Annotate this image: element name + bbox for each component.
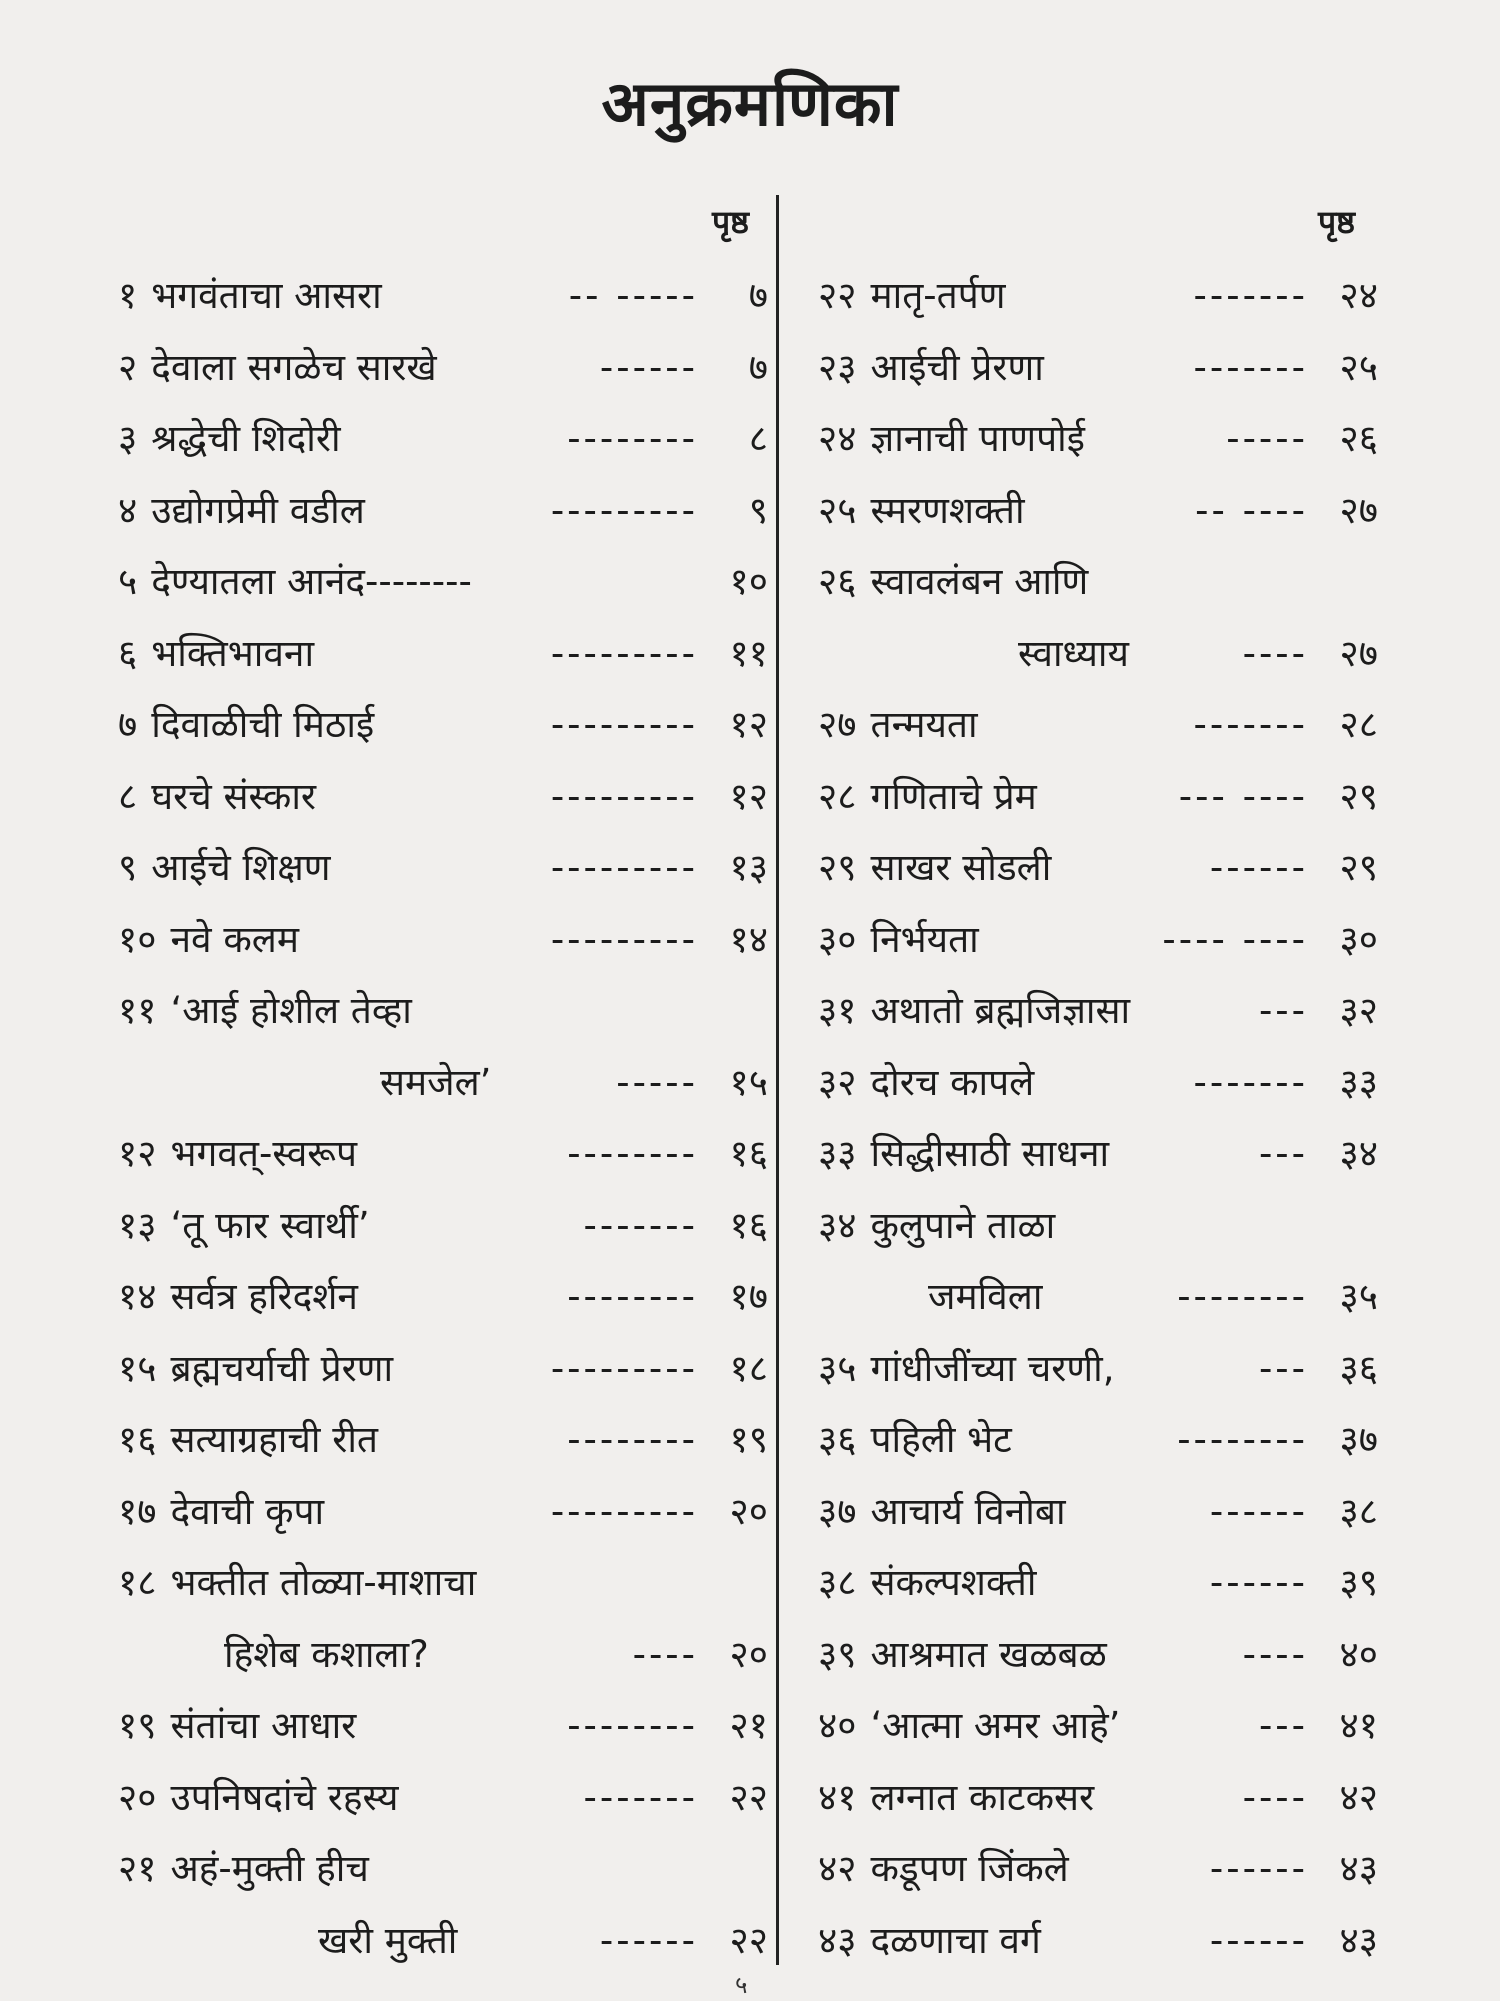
toc-entry-leader: --------: [567, 1704, 698, 1747]
toc-entry-leader: ---------: [550, 631, 698, 675]
toc-entry-number: २८: [818, 774, 857, 818]
toc-entry-title: निर्भयता: [870, 917, 979, 961]
toc-entry-page: १८: [729, 1346, 768, 1390]
toc-entry-number: ३६: [818, 1418, 857, 1461]
toc-entry: [118, 1476, 768, 1548]
toc-entry-page: ४३: [1339, 1918, 1378, 1962]
toc-entry-main: [818, 1404, 1012, 1476]
toc-entry-title: ब्रह्मचर्याची प्रेरणा: [170, 1346, 394, 1390]
toc-entry-leader: ---: [1258, 1704, 1308, 1747]
toc-entry: [818, 1619, 1378, 1691]
toc-entry-number: ८: [118, 774, 138, 818]
toc-entry-main: [818, 1190, 1055, 1262]
toc-entry: [118, 1404, 768, 1476]
toc-entry-page: ३२: [1339, 989, 1378, 1032]
toc-entry: [118, 1690, 768, 1762]
toc-entry-title: दिवाळीची मिठाई: [151, 703, 375, 746]
toc-entry-main: [118, 332, 437, 404]
toc-entry: [118, 546, 768, 618]
toc-entry-title: पहिली भेट: [870, 1418, 1012, 1461]
toc-entry-main: [818, 546, 1088, 618]
toc-entry-page: ११: [729, 631, 768, 675]
toc-entry-page: २२: [729, 1918, 768, 1962]
toc-entry-main: [818, 904, 979, 976]
toc-entry-main: [118, 1476, 324, 1548]
toc-entry-title: सर्वत्र हरिदर्शन: [170, 1275, 358, 1318]
toc-entry-title: दळणाचा वर्ग: [870, 1918, 1041, 1962]
toc-entry-number: २६: [818, 560, 857, 603]
toc-entry-title: जमविला: [928, 1275, 1043, 1318]
toc-entry: [818, 1190, 1378, 1262]
toc-entry-main: [818, 1118, 1109, 1190]
toc-entry-main: [118, 761, 316, 833]
toc-entry-page: ३४: [1339, 1132, 1378, 1175]
toc-entry-main: [118, 1547, 476, 1619]
toc-entry-main: [818, 761, 1037, 833]
toc-entry-number: १६: [118, 1418, 157, 1461]
toc-entry-main: [118, 475, 365, 547]
toc-entry-number: १८: [118, 1561, 157, 1604]
toc-entry-main: [818, 1047, 1034, 1119]
toc-left-column: [118, 260, 768, 1976]
toc-entry-leader: --------: [567, 1132, 698, 1175]
toc-entry-main: [118, 260, 382, 332]
toc-entry-main: [118, 1404, 378, 1476]
toc-entry-leader: -------: [1193, 345, 1308, 389]
toc-entry-number: ३७: [818, 1489, 857, 1533]
toc-entry: [818, 1333, 1378, 1405]
toc-entry-page: १२: [729, 774, 768, 818]
toc-entry-title: अथातो ब्रह्मजिज्ञासा: [870, 989, 1131, 1032]
toc-entry-main: [818, 832, 1051, 904]
toc-entry-leader: ---: [1258, 1346, 1308, 1390]
toc-entry-title: गणिताचे प्रेम: [870, 774, 1037, 818]
toc-entry-title: नवे कलम: [170, 917, 299, 961]
toc-entry-leader: ---------: [550, 488, 698, 532]
toc-entry-leader: -----: [616, 1060, 698, 1104]
toc-entry-leader: ------: [599, 1918, 698, 1962]
toc-entry-page: २२: [729, 1775, 768, 1819]
toc-entry: [818, 618, 1378, 690]
toc-entry-leader: ------: [1209, 846, 1308, 889]
toc-entry-main: [118, 1762, 398, 1834]
toc-entry: [118, 761, 768, 833]
toc-entry-main: [118, 689, 374, 761]
toc-entry: [118, 1190, 768, 1262]
toc-entry-page: १६: [729, 1132, 768, 1175]
toc-entry-main: [118, 1833, 369, 1905]
toc-entry: [118, 1905, 768, 1977]
toc-entry-main: [118, 904, 299, 976]
toc-entry-number: ३२: [818, 1060, 857, 1104]
toc-entry-title: कडूपण जिंकले: [870, 1847, 1069, 1890]
toc-entry: [818, 1261, 1378, 1333]
toc-entry-page: २९: [1339, 774, 1378, 818]
toc-entry-title: भक्तिभावना: [151, 631, 315, 675]
toc-entry: [818, 260, 1378, 332]
toc-entry-number: ३८: [818, 1561, 857, 1604]
toc-entry-page: २७: [1339, 488, 1378, 532]
toc-entry-title: खरी मुक्ती: [318, 1918, 458, 1962]
toc-entry-page: ३८: [1339, 1489, 1378, 1533]
toc-entry-number: ४२: [818, 1847, 857, 1890]
toc-entry-leader: ---------: [550, 774, 698, 818]
toc-entry-leader: ------: [1209, 1561, 1308, 1604]
toc-entry-title: समजेल’: [380, 1060, 492, 1104]
toc-entry: [118, 832, 768, 904]
toc-entry: [818, 1547, 1378, 1619]
toc-entry-number: २: [118, 345, 138, 389]
toc-entry-leader: ----: [1242, 1632, 1308, 1676]
toc-entry-number: ४: [118, 488, 138, 532]
toc-entry-page: ३७: [1339, 1418, 1378, 1461]
toc-entry-number: ९: [118, 846, 138, 889]
toc-entry-main: [118, 1261, 358, 1333]
toc-entry-main: [380, 1047, 491, 1119]
toc-entry-leader: -------: [583, 1775, 698, 1819]
toc-entry-title: सिद्धीसाठी साधना: [870, 1132, 1110, 1175]
toc-entry-page: ३०: [1339, 917, 1378, 961]
toc-entry-main: [818, 332, 1044, 404]
toc-entry-number: ३३: [818, 1132, 857, 1175]
toc-entry: [818, 475, 1378, 547]
toc-entry: [818, 761, 1378, 833]
toc-entry-title: आईचे शिक्षण: [151, 846, 331, 889]
toc-entry-leader: --- ----: [1178, 774, 1308, 818]
toc-entry: [818, 1905, 1378, 1977]
toc-entry-leader: ---------: [550, 1346, 698, 1390]
toc-entry-page: २०: [729, 1489, 768, 1533]
toc-entry-title: उद्योगप्रेमी वडील: [151, 488, 365, 532]
toc-entry: [818, 689, 1378, 761]
toc-entry-page: ४२: [1339, 1775, 1378, 1819]
toc-entry-page: १७: [729, 1275, 768, 1318]
toc-entry: [118, 1333, 768, 1405]
toc-entry-number: १: [118, 274, 138, 317]
toc-entry: [118, 1118, 768, 1190]
toc-entry-title: भगवत्-स्वरूप: [170, 1132, 358, 1175]
toc-entry-title: ‘तू फार स्वार्थी’: [170, 1203, 370, 1247]
toc-entry-title: गांधीजींच्या चरणी,: [870, 1346, 1115, 1390]
toc-entry-page: २६: [1339, 417, 1378, 460]
toc-entry-number: १०: [118, 917, 157, 961]
toc-entry-main: [818, 1476, 1066, 1548]
toc-entry-title: ‘आई होशील तेव्हा: [170, 989, 412, 1032]
toc-entry-title: स्वाध्याय: [1018, 631, 1129, 675]
toc-entry-main: [118, 1118, 357, 1190]
toc-entry-title: घरचे संस्कार: [151, 774, 317, 818]
toc-entry-main: [818, 1333, 1114, 1405]
toc-entry-title: आश्रमात खळबळ: [870, 1632, 1107, 1676]
column-divider: [776, 195, 779, 1965]
toc-entry-number: ३४: [818, 1203, 857, 1247]
toc-entry-page: १९: [729, 1418, 768, 1461]
toc-entry: [818, 1762, 1378, 1834]
toc-entry-number: ३९: [818, 1632, 857, 1676]
toc-entry-title: हिशेब कशाला?: [224, 1632, 429, 1676]
left-page-column-header: पृष्ठ: [712, 203, 750, 241]
toc-entry-page: १६: [729, 1203, 768, 1247]
toc-entry-page: ३९: [1339, 1561, 1378, 1604]
toc-entry-title: लग्नात काटकसर: [870, 1775, 1095, 1819]
toc-entry-leader: -------: [583, 1203, 698, 1247]
toc-entry-leader: ---: [1258, 1132, 1308, 1175]
toc-entry: [118, 1261, 768, 1333]
toc-entry: [818, 1833, 1378, 1905]
toc-entry-title: ज्ञानाची पाणपोई: [870, 417, 1085, 460]
toc-entry-number: ५: [118, 560, 138, 603]
toc-entry-number: २१: [118, 1847, 157, 1890]
right-page-column-header: पृष्ठ: [1318, 203, 1356, 241]
toc-entry-title: उपनिषदांचे रहस्य: [170, 1775, 399, 1819]
toc-entry-title: कुलुपाने ताळा: [870, 1203, 1056, 1247]
toc-entry-page: ३५: [1339, 1275, 1378, 1318]
toc-entry-number: ३१: [818, 989, 857, 1032]
toc-entry-leader: -- -----: [568, 274, 698, 317]
toc-entry-main: [818, 1905, 1041, 1977]
toc-entry-number: २५: [818, 488, 857, 532]
toc-entry-main: [118, 403, 341, 475]
toc-entry-leader: ------: [1209, 1918, 1308, 1962]
toc-entry-title: आईची प्रेरणा: [870, 345, 1044, 389]
toc-entry-main: [818, 403, 1085, 475]
toc-entry-number: २७: [818, 703, 857, 746]
toc-entry: [118, 1047, 768, 1119]
toc-entry-leader: --------: [567, 417, 698, 460]
toc-entry: [818, 403, 1378, 475]
toc-entry-number: ३५: [818, 1346, 857, 1390]
toc-entry-main: [818, 475, 1025, 547]
toc-entry-number: १२: [118, 1132, 157, 1175]
toc-entry: [118, 689, 768, 761]
toc-entry-page: १३: [729, 846, 768, 889]
toc-entry-page: ९: [748, 488, 768, 532]
toc-entry-main: [928, 1261, 1042, 1333]
toc-entry-page: १४: [729, 917, 768, 961]
toc-entry-main: [1018, 618, 1129, 690]
toc-entry-leader: ----: [1242, 1775, 1308, 1819]
toc-entry-leader: ---------: [550, 1489, 698, 1533]
toc-entry-title: देवाला सगळेच सारखे: [151, 345, 437, 389]
toc-entry-number: १५: [118, 1346, 157, 1390]
toc-entry-number: ४३: [818, 1918, 857, 1962]
toc-entry-leader: --------: [1177, 1418, 1308, 1461]
toc-entry: [118, 904, 768, 976]
toc-entry-main: [118, 546, 472, 618]
toc-entry-leader: -------: [1193, 1060, 1308, 1104]
toc-entry-main: [818, 1762, 1094, 1834]
toc-entry: [818, 1476, 1378, 1548]
toc-entry-title: मातृ-तर्पण: [870, 274, 1006, 317]
toc-entry-number: २९: [818, 846, 857, 889]
toc-entry-leader: --------: [1177, 1275, 1308, 1318]
toc-entry: [818, 904, 1378, 976]
toc-entry-title: संतांचा आधार: [170, 1704, 357, 1747]
toc-entry-title: साखर सोडली: [870, 846, 1052, 889]
toc-entry-number: २४: [818, 417, 857, 460]
toc-entry-title: देण्यातला आनंद--------: [151, 560, 472, 603]
toc-entry-leader: -- ----: [1195, 488, 1308, 532]
toc-entry: [818, 1118, 1378, 1190]
toc-entry-leader: -------: [1193, 274, 1308, 317]
toc-entry: [818, 1404, 1378, 1476]
toc-entry-leader: ------: [1209, 1847, 1308, 1890]
toc-entry-page: २४: [1339, 274, 1378, 317]
toc-entry-main: [224, 1619, 429, 1691]
toc-entry-title: अहं-मुक्ती हीच: [170, 1847, 369, 1890]
toc-entry: [818, 1690, 1378, 1762]
toc-entry: [118, 1762, 768, 1834]
toc-entry-title: भगवंताचा आसरा: [151, 274, 382, 317]
toc-entry-main: [818, 1690, 1120, 1762]
toc-entry-main: [118, 1190, 370, 1262]
toc-entry-main: [118, 618, 314, 690]
toc-entry-number: १९: [118, 1704, 157, 1747]
toc-entry-main: [818, 1833, 1069, 1905]
toc-entry: [118, 1833, 768, 1905]
toc-entry-leader: --------: [567, 1275, 698, 1318]
toc-entry: [818, 832, 1378, 904]
toc-entry-number: २२: [818, 274, 857, 317]
toc-entry-title: स्वावलंबन आणि: [870, 560, 1089, 603]
toc-entry: [118, 618, 768, 690]
toc-entry-number: २०: [118, 1775, 157, 1819]
toc-entry-main: [818, 1619, 1107, 1691]
toc-entry-page: २९: [1339, 846, 1378, 889]
toc-entry-title: ‘आत्मा अमर आहे’: [870, 1704, 1121, 1747]
toc-entry-number: ७: [118, 703, 138, 746]
toc-entry-number: १४: [118, 1275, 157, 1318]
toc-entry-number: ३: [118, 417, 138, 460]
toc-entry: [118, 1619, 768, 1691]
toc-entry-page: १२: [729, 703, 768, 746]
toc-entry-leader: ---: [1258, 989, 1308, 1032]
toc-entry-title: तन्मयता: [870, 703, 978, 746]
toc-entry-main: [118, 975, 412, 1047]
toc-entry-main: [118, 1333, 393, 1405]
toc-entry-page: ४०: [1339, 1632, 1378, 1676]
toc-entry-number: ३०: [818, 917, 857, 961]
toc-entry-main: [818, 689, 978, 761]
toc-entry-page: २१: [729, 1704, 768, 1747]
toc-entry-leader: ---------: [550, 703, 698, 746]
toc-entry-number: ६: [118, 631, 138, 675]
toc-entry-page: २७: [1339, 631, 1378, 675]
toc-entry-number: १३: [118, 1203, 157, 1247]
toc-entry-leader: ------: [1209, 1489, 1308, 1533]
toc-entry-leader: ---------: [550, 917, 698, 961]
toc-entry: [118, 332, 768, 404]
toc-entry-leader: ------: [599, 345, 698, 389]
toc-entry-title: श्रद्धेची शिदोरी: [151, 417, 341, 460]
toc-entry: [818, 332, 1378, 404]
toc-entry-page: ७: [748, 274, 768, 317]
toc-entry-main: [818, 1547, 1036, 1619]
toc-entry-number: ४०: [818, 1704, 857, 1747]
toc-entry-leader: --------: [567, 1418, 698, 1461]
toc-entry-page: ७: [748, 345, 768, 389]
toc-entry-number: ४१: [818, 1775, 857, 1819]
toc-entry-title: स्मरणशक्ती: [870, 488, 1025, 532]
toc-entry: [118, 260, 768, 332]
toc-entry-page: २०: [729, 1632, 768, 1676]
toc-entry-page: १०: [729, 560, 768, 603]
toc-entry-leader: ----: [632, 1632, 698, 1676]
toc-entry: [818, 546, 1378, 618]
toc-entry-leader: ---------: [550, 846, 698, 889]
toc-entry-main: [818, 975, 1130, 1047]
toc-entry: [118, 475, 768, 547]
toc-entry-page: ४३: [1339, 1847, 1378, 1890]
toc-entry-number: ११: [118, 989, 157, 1032]
toc-entry-page: ३३: [1339, 1060, 1378, 1104]
toc-entry-leader: -------: [1193, 703, 1308, 746]
toc-entry-leader: -----: [1226, 417, 1308, 460]
toc-entry: [118, 975, 768, 1047]
toc-entry-title: भक्तीत तोळ्या-माशाचा: [170, 1561, 477, 1604]
toc-right-column: [818, 260, 1378, 1976]
toc-entry-page: ४१: [1339, 1704, 1378, 1747]
toc-entry: [118, 1547, 768, 1619]
toc-entry-main: [318, 1905, 457, 1977]
toc-entry-title: संकल्पशक्ती: [870, 1561, 1037, 1604]
toc-entry-page: ८: [748, 417, 768, 460]
toc-entry-main: [118, 832, 331, 904]
toc-entry: [818, 1047, 1378, 1119]
toc-entry-title: देवाची कृपा: [170, 1489, 325, 1533]
toc-entry-number: १७: [118, 1489, 157, 1533]
toc-entry-title: आचार्य विनोबा: [870, 1489, 1066, 1533]
toc-entry: [818, 975, 1378, 1047]
toc-entry-page: २८: [1339, 703, 1378, 746]
toc-entry-leader: ---- ----: [1162, 917, 1308, 961]
toc-entry-page: २५: [1339, 345, 1378, 389]
toc-entry-title: दोरच कापले: [870, 1060, 1035, 1104]
toc-entry-main: [818, 260, 1006, 332]
toc-entry-title: सत्याग्रहाची रीत: [170, 1418, 379, 1461]
toc-entry-page: १५: [729, 1060, 768, 1104]
toc-entry: [118, 403, 768, 475]
toc-entry-number: २३: [818, 345, 857, 389]
toc-entry-page: ३६: [1339, 1346, 1378, 1390]
page-number: ५: [735, 1971, 748, 1999]
toc-entry-leader: ----: [1242, 631, 1308, 675]
toc-entry-main: [118, 1690, 356, 1762]
page-title: अनुक्रमणिका: [601, 67, 899, 140]
